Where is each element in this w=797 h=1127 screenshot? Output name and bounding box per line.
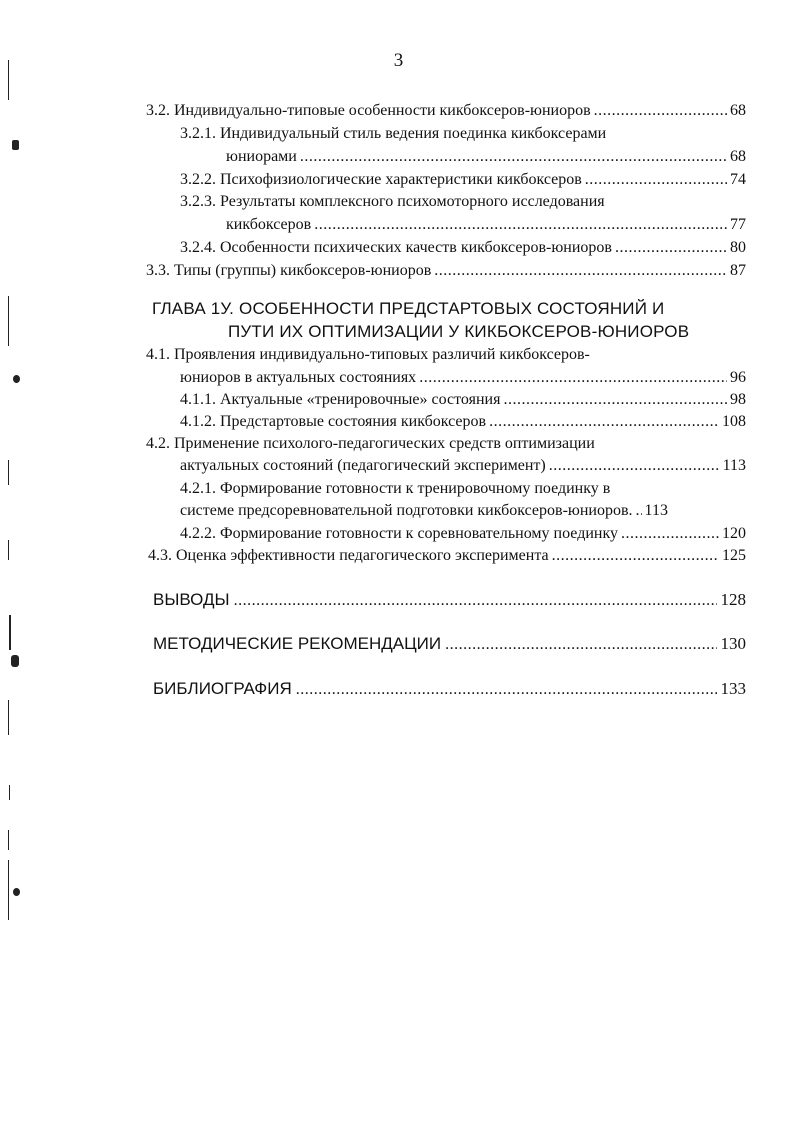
leader-dots xyxy=(594,101,727,121)
scan-mark xyxy=(8,460,9,485)
toc-page-number: 68 xyxy=(730,148,746,165)
leader-dots xyxy=(296,679,717,700)
toc-entry-4-1-1[interactable] xyxy=(180,390,746,410)
toc-entry-3-2[interactable] xyxy=(146,101,746,121)
toc-entry-3-3[interactable] xyxy=(146,261,746,281)
toc-page-number: 128 xyxy=(720,590,746,609)
scan-mark xyxy=(8,830,9,850)
leader-dots xyxy=(445,634,716,655)
chapter-title-line2[interactable]: ПУТИ ИХ ОПТИМИЗАЦИИ У КИКБОКСЕРОВ-ЮНИОРОВ xyxy=(228,322,690,341)
toc-entry-text: кикбоксеров xyxy=(226,216,312,233)
scan-mark xyxy=(13,888,20,896)
toc-page-number: 113 xyxy=(722,457,746,474)
toc-page-number: 74 xyxy=(730,171,746,188)
toc-entry-text: 4.3. Оценка эффективности педагогического эксперимента xyxy=(148,547,549,564)
scan-mark xyxy=(11,655,19,667)
toc-entry-3-2-3[interactable] xyxy=(226,215,746,235)
leader-dots xyxy=(300,147,727,167)
toc-page-number: 87 xyxy=(730,262,746,279)
leader-dots xyxy=(434,261,727,281)
toc-entry-3-2-3-line1[interactable]: 3.2.3. Результаты комплексного психомоторного исследования xyxy=(180,193,605,210)
toc-entry-4-2-1[interactable] xyxy=(180,501,746,521)
toc-entry-recommendations[interactable] xyxy=(153,633,746,655)
toc-page-number: 96 xyxy=(730,369,746,386)
toc-entry-text: 3.3. Типы (группы) кикбоксеров-юниоров xyxy=(146,262,432,279)
toc-entry-text: 4.1.2. Предстартовые состояния кикбоксеров xyxy=(180,413,487,430)
toc-page-number: 130 xyxy=(720,634,746,653)
toc-entry-text: юниорами xyxy=(226,148,297,165)
toc-entry-text: МЕТОДИЧЕСКИЕ РЕКОМЕНДАЦИИ xyxy=(153,634,442,653)
leader-dots xyxy=(419,368,727,388)
toc-entry-text: 3.2. Индивидуально-типовые особенности кикбоксеров-юниоров xyxy=(146,102,591,119)
toc-entry-4-2[interactable] xyxy=(180,456,746,476)
toc-entry-4-1-2[interactable] xyxy=(180,412,746,432)
toc-page-number: 80 xyxy=(730,239,746,256)
leader-dots xyxy=(585,170,727,190)
leader-dots xyxy=(621,524,719,544)
scan-mark xyxy=(8,860,9,920)
toc-entry-3-2-1-line1[interactable]: 3.2.1. Индивидуальный стиль ведения поединка кикбоксерами xyxy=(180,125,607,142)
leader-dots xyxy=(552,546,719,566)
chapter-title-line1[interactable]: ГЛАВА 1У. ОСОБЕННОСТИ ПРЕДСТАРТОВЫХ СОСТОЯНИЙ И xyxy=(152,299,665,318)
scan-mark xyxy=(8,296,9,346)
scan-mark xyxy=(8,540,9,560)
toc-entry-4-2-line1[interactable]: 4.2. Применение психолого-педагогических средств оптимизации xyxy=(146,435,595,452)
toc-entry-4-1[interactable] xyxy=(180,368,746,388)
toc-entry-text: 3.2.2. Психофизиологические характеристики кикбоксеров xyxy=(180,171,582,188)
leader-dots xyxy=(503,390,727,410)
leader-dots xyxy=(314,215,727,235)
scan-mark xyxy=(9,615,11,650)
page-number: 3 xyxy=(393,50,404,71)
scan-mark xyxy=(8,60,9,100)
toc-entry-text: юниоров в актуальных состояниях xyxy=(180,369,417,386)
toc-page-number: 113 xyxy=(644,502,668,519)
toc-entry-3-2-4[interactable] xyxy=(180,238,746,258)
toc-entry-4-2-2[interactable] xyxy=(180,524,746,544)
toc-entry-conclusions[interactable] xyxy=(153,589,746,611)
scan-mark xyxy=(8,700,9,735)
toc-entry-text: ВЫВОДЫ xyxy=(153,590,230,609)
toc-entry-text: 3.2.4. Особенности психических качеств кикбоксеров-юниоров xyxy=(180,239,612,256)
leader-dots xyxy=(636,501,642,521)
toc-entry-3-2-1[interactable] xyxy=(226,147,746,167)
leader-dots xyxy=(489,412,719,432)
toc-entry-text: 4.1.1. Актуальные «тренировочные» состояния xyxy=(180,391,501,408)
toc-page-number: 98 xyxy=(730,391,746,408)
toc-entry-4-3[interactable] xyxy=(148,546,746,566)
toc-page-number: 77 xyxy=(730,216,746,233)
toc-page-number: 68 xyxy=(730,102,746,119)
toc-page-number: 120 xyxy=(722,525,746,542)
leader-dots xyxy=(234,590,717,611)
toc-entry-4-2-1-line1[interactable]: 4.2.1. Формирование готовности к тренировочному поединку в xyxy=(180,480,611,497)
scan-mark xyxy=(9,785,10,800)
leader-dots xyxy=(615,238,727,258)
toc-entry-3-2-2[interactable] xyxy=(180,170,746,190)
toc-page-number: 133 xyxy=(720,679,746,698)
scan-mark xyxy=(13,375,20,383)
toc-entry-text: 4.2.2. Формирование готовности к соревновательному поединку xyxy=(180,525,619,542)
toc-entry-text: системе предсоревновательной подготовки кикбоксеров-юниоров. xyxy=(180,502,633,519)
toc-page-number: 108 xyxy=(722,413,746,430)
toc-entry-4-1-line1[interactable]: 4.1. Проявления индивидуально-типовых различий кикбоксеров- xyxy=(146,346,590,363)
toc-entry-text: БИБЛИОГРАФИЯ xyxy=(153,679,292,698)
toc-entry-bibliography[interactable] xyxy=(153,678,746,700)
leader-dots xyxy=(549,456,720,476)
toc-entry-text: актуальных состояний (педагогический эксперимент) xyxy=(180,457,546,474)
scan-mark xyxy=(12,140,19,150)
toc-page-number: 125 xyxy=(722,547,746,564)
